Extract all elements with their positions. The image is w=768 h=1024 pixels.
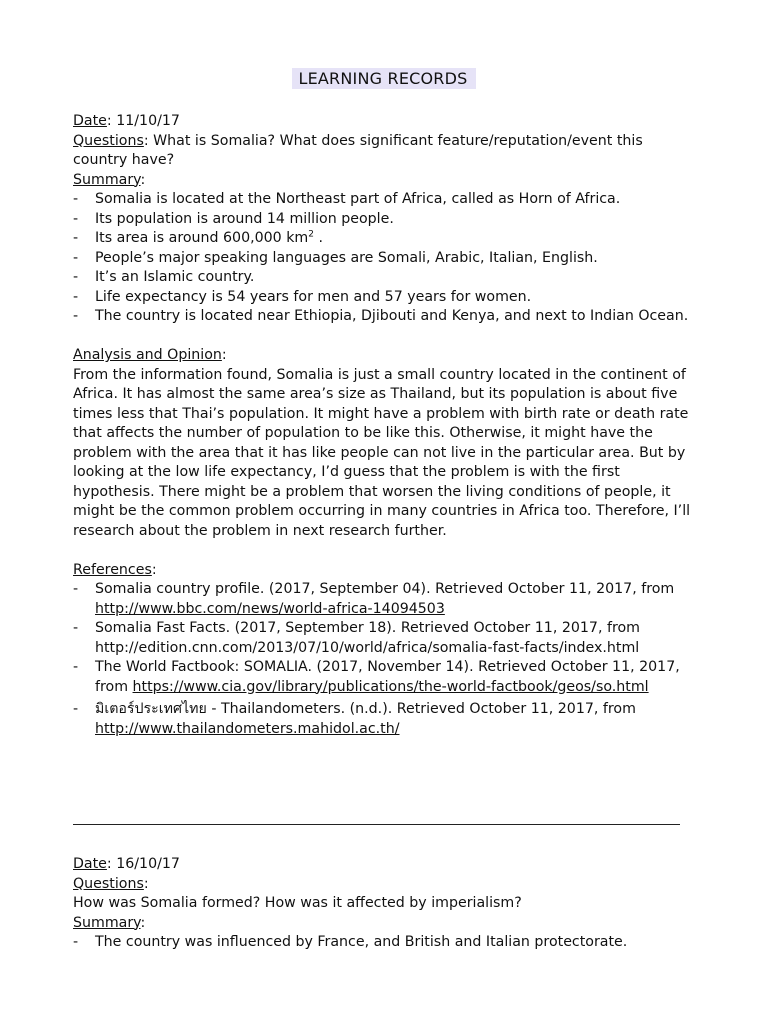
bullet-dash: -: [73, 620, 79, 636]
questions-label: Questions: [73, 875, 144, 892]
date-line: [73, 855, 698, 875]
entry-1: [73, 112, 698, 739]
summary-item-text: The country is located near Ethiopia, Djibouti and Kenya, and next to Indian Ocean.: [95, 308, 689, 324]
bullet-dash: -: [73, 308, 79, 324]
bullet-dash: -: [73, 934, 79, 950]
summary-item: [73, 190, 698, 210]
summary-item-text: People’s major speaking languages are Somali, Arabic, Italian, English.: [95, 249, 598, 266]
bullet-dash: -: [73, 288, 79, 305]
reference-item: [73, 700, 698, 739]
bullet-dash: -: [73, 659, 79, 675]
date-value: : 16/10/17: [106, 856, 180, 872]
title-wrap: [0, 68, 768, 89]
area-tail: .: [313, 230, 324, 246]
reference-text: Somalia country profile. (2017, September 04). Retrieved October 11, 2017, from: [95, 581, 675, 597]
bullet-dash: -: [73, 230, 79, 246]
questions-label: Questions: [73, 132, 144, 149]
summary-item-text: Somalia is located at the Northeast part of Africa, called as Horn of Africa.: [95, 191, 621, 207]
questions-line: [73, 132, 698, 171]
analysis-colon: :: [221, 347, 227, 363]
bullet-dash: -: [73, 249, 79, 266]
bullet-dash: -: [73, 210, 79, 227]
spacer: [73, 541, 698, 561]
date-value: : 11/10/17: [106, 113, 180, 129]
summary-item-text: Its population is around 14 million people.: [95, 210, 394, 227]
reference-item: [73, 580, 698, 619]
section-divider: [73, 824, 680, 825]
summary-list: [73, 190, 698, 327]
summary-item: [73, 268, 698, 288]
summary-item-text: The country was influenced by France, and British and Italian protectorate.: [95, 934, 628, 950]
entry-2: [73, 855, 698, 953]
references-list: [73, 580, 698, 739]
reference-link[interactable]: https://www.cia.gov/library/publications/the-world-factbook/geos/so.html: [132, 678, 649, 695]
summary-item: [73, 229, 698, 249]
summary-label: Summary: [73, 171, 141, 188]
summary-item-text: Its area is around 600,000 km: [95, 230, 309, 246]
questions-text: How was Somalia formed? How was it affected by imperialism?: [73, 895, 522, 911]
bullet-dash: -: [73, 701, 79, 717]
summary-item: [73, 307, 698, 327]
references-label: References: [73, 561, 152, 578]
reference-text: มิเตอร์ประเทศไทย - Thailandometers. (n.d.). Retrieved October 11, 2017, from: [95, 701, 636, 717]
summary-item: [73, 933, 698, 953]
summary-item: [73, 288, 698, 308]
summary-item-text: Life expectancy is 54 years for men and 57 years for women.: [95, 288, 532, 305]
analysis-label: Analysis and Opinion: [73, 347, 222, 363]
reference-link[interactable]: http://www.bbc.com/news/world-africa-14094503: [95, 600, 445, 617]
reference-item: [73, 619, 698, 658]
area-superscript: 2: [308, 229, 314, 240]
summary-heading: [73, 914, 698, 934]
references-heading: [73, 561, 698, 581]
summary-colon: :: [140, 171, 146, 188]
bullet-dash: -: [73, 269, 79, 285]
questions-colon: :: [143, 875, 149, 892]
references-colon: :: [151, 561, 157, 578]
summary-item: [73, 249, 698, 269]
summary-list: [73, 933, 698, 953]
date-label: Date: [73, 113, 107, 129]
summary-label: Summary: [73, 914, 141, 931]
summary-item: [73, 210, 698, 230]
reference-text: The World Factbook: SOMALIA. (2017, November 14). Retrieved October 11, 2017, from: [95, 659, 680, 695]
analysis-heading: [73, 346, 698, 366]
page-title: LEARNING RECORDS: [292, 68, 475, 89]
analysis-paragraph: From the information found, Somalia is just a small country located in the continent of Africa. It has almost the same area’s size as Thailand, but its population is about five times less that Thai’s population. It might have a problem with birth rate or death rate that affects the number of population to be like this. Otherwise, it might have the problem with the area that it has like people can not live in the particular area. But by looking at the low life expectancy, I’d guess that the problem is with the first hypothesis. There might be a problem that worsen the living conditions of people, it might be the common problem occurring in many countries in Africa too. Therefore, I’ll research about the problem in next research further.: [73, 366, 691, 539]
questions-text: : What is Somalia? What does significant feature/reputation/event this country have?: [73, 132, 643, 168]
date-line: [73, 112, 698, 132]
spacer: [73, 327, 698, 347]
reference-text: Somalia Fast Facts. (2017, September 18). Retrieved October 11, 2017, from http://edition.cnn.com/2013/07/10/world/africa/somalia-fast-facts/index.html: [95, 620, 640, 656]
summary-heading: [73, 171, 698, 191]
reference-item: [73, 658, 698, 697]
reference-link[interactable]: http://www.thailandometers.mahidol.ac.th/: [95, 720, 400, 737]
bullet-dash: -: [73, 191, 79, 207]
summary-colon: :: [140, 914, 146, 931]
bullet-dash: -: [73, 581, 79, 597]
summary-item-text: It’s an Islamic country.: [95, 269, 255, 285]
questions-heading: [73, 875, 698, 895]
date-label: Date: [73, 856, 107, 872]
